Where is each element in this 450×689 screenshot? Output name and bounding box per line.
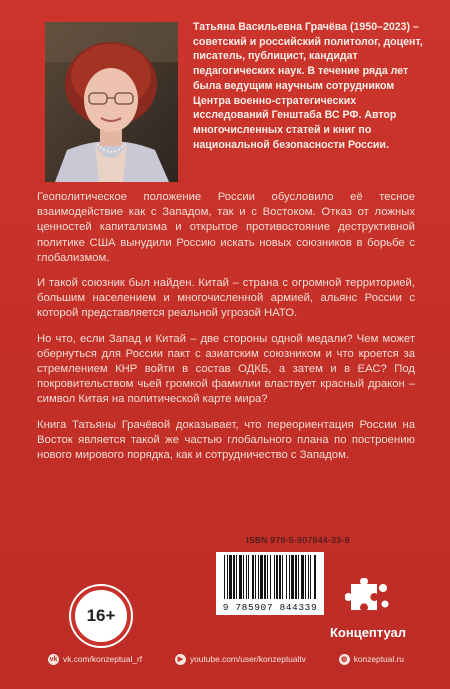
link-vk[interactable]: [48, 654, 142, 665]
barcode-bar: [239, 555, 242, 599]
publisher-name: Концептуал: [329, 625, 407, 640]
paragraph: Книга Татьяны Грачёвой доказывает, что переориентация России на Восток является такой же частью глобального плана по построению нового мирового порядка, как и сотрудничество с Западом.: [37, 418, 415, 462]
barcode-bar: [289, 555, 290, 599]
barcode-bar: [258, 555, 259, 599]
barcode-bar: [252, 555, 254, 599]
barcode-bar: [243, 555, 244, 599]
author-photo: [45, 22, 178, 182]
barcode-bar: [264, 555, 266, 599]
barcode-bar: [314, 555, 316, 599]
barcode-digits: 9 785907 844339: [222, 602, 318, 613]
barcode-bar: [270, 555, 271, 599]
barcode-bar: [308, 555, 309, 599]
barcode-bar: [291, 555, 294, 599]
barcode-bar: [301, 555, 304, 599]
barcode-bar: [274, 555, 275, 599]
barcode-bar: [260, 555, 263, 599]
barcode-bar: [236, 555, 237, 599]
barcode-bar: [298, 555, 299, 599]
paragraph: Геополитическое положение России обусловило её тесное взаимодействие как с Западом, так и с Востоком. Отказ от ложных ценностей капитализма и открытое противостояние деструктивной политике США вынудили Россию искать новых союзников в борьбе с глобализмом.: [37, 191, 415, 264]
age-rating: 16+: [86, 606, 116, 625]
publisher-links: [48, 652, 404, 666]
barcode-bar: [276, 555, 278, 599]
youtube-icon: ▶: [175, 654, 186, 665]
link-website[interactable]: [339, 654, 404, 665]
author-bio: Татьяна Васильевна Грачёва (1950–2023) – советский и российский политолог, доцент, писатель, публицист, кандидат педагогических наук. В течение ряда лет была ведущим научным сотрудником Центра военно-стратегических исследований Генштаба ВС РФ. Автор многочисленных статей и книг по национальной безопасности России.: [193, 21, 423, 151]
barcode-bar: [246, 555, 247, 599]
barcode: [216, 552, 324, 615]
link-text: youtube.com/user/konzeptualtv: [189, 654, 306, 664]
barcode-bar: [286, 555, 287, 599]
barcode-bar: [267, 555, 268, 599]
age-rating-badge: [71, 586, 131, 646]
isbn-label: ISBN 978-5-907844-33-9: [246, 535, 350, 545]
link-text: konzeptual.ru: [353, 654, 404, 664]
barcode-bar: [295, 555, 297, 599]
barcode-bar: [305, 555, 306, 599]
barcode-bar: [255, 555, 256, 599]
paragraph: Но что, если Запад и Китай – две стороны одной медали? Чем может обернуться для России пакт с азиатским союзником и что кроется за стремлением КНР войти в состав ОДКБ, а затем и в ЕАС? Под покровительством чьей громкой фамилии властвует красный дракон – символ Китая на политической карте мира?: [37, 332, 415, 406]
barcode-bar: [224, 555, 225, 599]
barcode-bar: [279, 555, 281, 599]
barcode-bar: [282, 555, 283, 599]
barcode-bar: [227, 555, 228, 599]
annotation-text: [37, 190, 415, 473]
globe-icon: ◍: [339, 654, 350, 665]
barcode-bar: [310, 555, 311, 599]
barcode-bars: [220, 555, 320, 599]
vk-icon: vk: [49, 655, 58, 663]
paragraph: И такой союзник был найден. Китай – страна с огромной территорией, большим населением и многочисленной армией, альянс России с которой представляется реальной угрозой НАТО.: [37, 277, 415, 320]
barcode-bar: [233, 555, 235, 599]
publisher-logo: [323, 578, 413, 640]
barcode-bar: [229, 555, 232, 599]
barcode-bar: [248, 555, 249, 599]
puzzle-icon: [345, 578, 391, 618]
link-text: vk.com/konzeptual_rf: [63, 654, 143, 664]
link-youtube[interactable]: [175, 654, 306, 665]
